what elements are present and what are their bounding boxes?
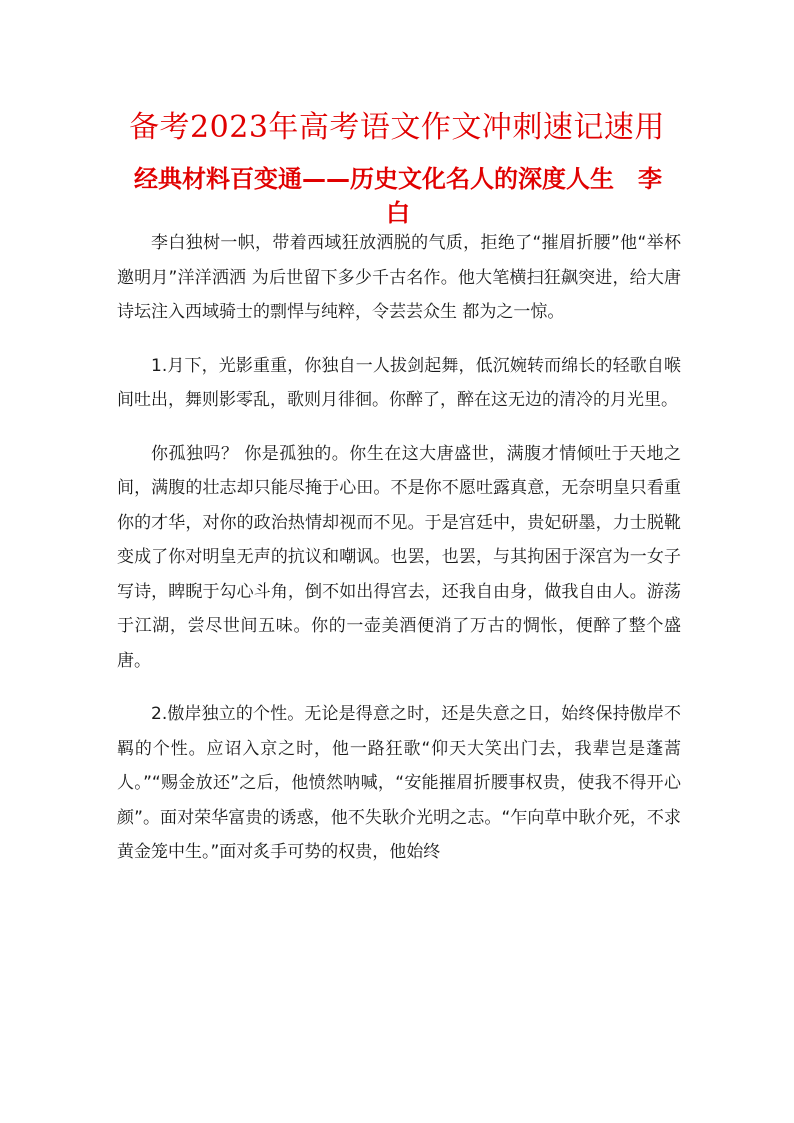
document-body bbox=[117, 226, 681, 870]
body-paragraph: 2.傲岸独立的个性。无论是得意之时，还是失意之日，始终保持傲岸不羁的个性。应诏入京之时，他一路狂歌“仰天大笑出门去，我辈岂是蓬蒿人。”“赐金放还”之后，他愤然呐喊，“安能摧眉折腰事权贵，使我不得开心颜”。面对荣华富贵的诱惑，他不失耿介光明之志。“乍向草中耿介死，不求黄金笼中生。”面对炙手可势的权贵，他始终 bbox=[117, 704, 681, 862]
document-title: 备考2023年高考语文作文冲刺速记速用 bbox=[129, 110, 665, 145]
body-paragraph: 你孤独吗？ 你是孤独的。你生在这大唐盛世，满腹才情倾吐于天地之间，满腹的壮志却只能尽掩于心田。不是你不愿吐露真意，无奈明皇只看重你的才华，对你的政治热情却视而不见。于是宫廷中，贵妃研墨，力士脱靴变成了你对明皇无声的抗议和嘲讽。也罢，也罢，与其拘困于深宫为一女子写诗，睥睨于勾心斗角，倒不如出得宫去，还我自由身，做我自由人。游荡于江湖，尝尽世间五味。你的一壶美酒便消了万古的惆怅，便醉了整个盛唐。 bbox=[117, 443, 681, 671]
body-paragraph: 1.月下，光影重重，你独自一人拔剑起舞，低沉婉转而绵长的轻歌自喉间吐出，舞则影零乱，歌则月徘徊。你醉了，醉在这无边的清冷的月光里。 bbox=[117, 355, 681, 410]
body-paragraph: 李白独树一帜，带着西域狂放洒脱的气质，拒绝了“摧眉折腰”他“举杯邀明月”洋洋洒洒 为后世留下多少千古名作。他大笔横扫狂飙突进，给大唐诗坛注入西域骑士的剽悍与纯粹，令芸芸众生 都为之一惊。 bbox=[117, 233, 681, 322]
document-subtitle: 经典材料百变通——历史文化名人的深度人生 李白 bbox=[134, 165, 662, 227]
